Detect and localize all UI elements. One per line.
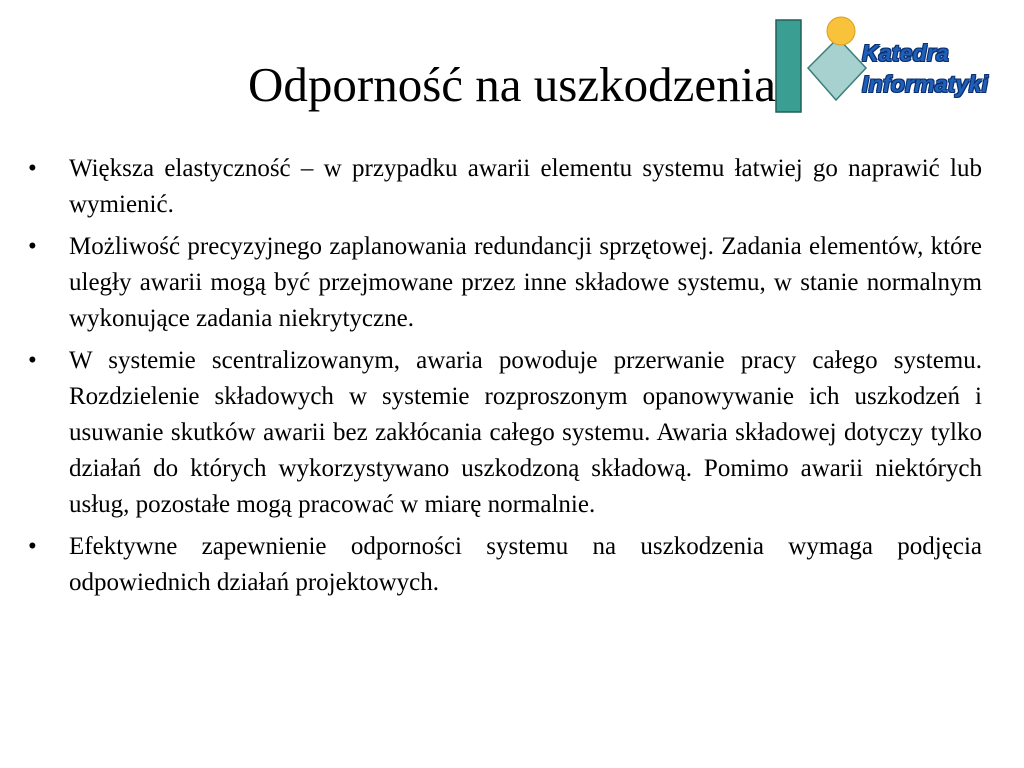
katedra-informatyki-logo xyxy=(770,10,1015,125)
bullet-text: W systemie scentralizowanym, awaria powoduje przerwanie pracy całego systemu. Rozdzielenie składowych w systemie rozproszonym opanowywanie ich uszkodzeń i usuwanie skutków awarii bez zakłócania całego systemu. Awaria składowej dotyczy tylko działań do których wykorzystywano uszkodzoną składową. Pomimo awarii niektórych usług, pozostałe mogą pracować w miarę normalnie. xyxy=(69,347,982,518)
bullet-marker: • xyxy=(28,533,37,560)
logo-diamond xyxy=(808,38,866,100)
bullet-marker: • xyxy=(28,233,37,260)
bullet-text: Efektywne zapewnienie odporności systemu na uszkodzenia wymaga podjęcia odpowiednich działań projektowych. xyxy=(69,533,982,596)
bullet-list xyxy=(28,151,982,607)
logo-circle xyxy=(827,17,855,45)
bullet-item xyxy=(28,229,982,337)
bullet-marker: • xyxy=(28,155,37,182)
bullet-marker: • xyxy=(28,347,37,374)
bullet-text: Możliwość precyzyjnego zaplanowania redundancji sprzętowej. Zadania elementów, które uległy awarii mogą być przejmowane przez inne składowe systemu, w stanie normalnym wykonujące zadania niekrytyczne. xyxy=(69,233,982,332)
bullet-text: Większa elastyczność – w przypadku awarii elementu systemu łatwiej go naprawić lub wymienić. xyxy=(69,155,982,218)
logo-text-katedra: Katedra xyxy=(862,40,950,66)
bullet-item xyxy=(28,529,982,601)
bullet-item xyxy=(28,151,982,223)
logo-text-informatyki: Informatyki xyxy=(862,71,989,97)
slide-title: Odporność na uszkodzenia xyxy=(248,57,776,112)
bullet-item xyxy=(28,343,982,523)
logo-k-graphic xyxy=(770,10,1015,125)
logo-vertical-bar xyxy=(776,20,801,112)
